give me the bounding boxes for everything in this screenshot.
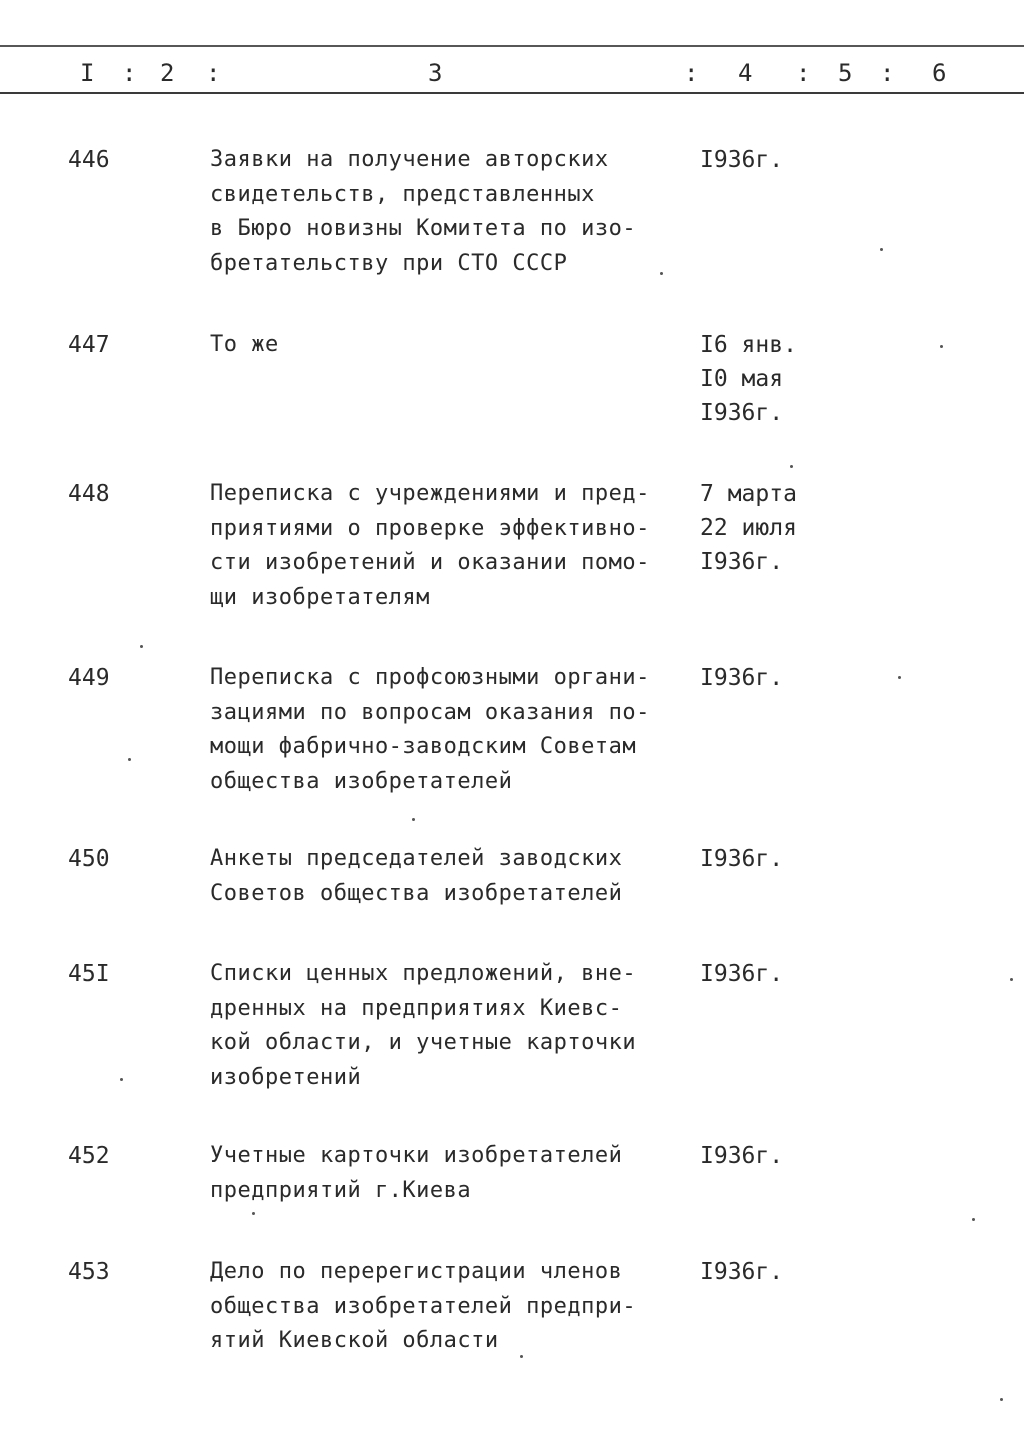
entry-date (700, 661, 783, 695)
column-header-3: 3 (428, 59, 443, 87)
column-header-separator: : (796, 59, 811, 87)
column-header-separator: : (684, 59, 699, 87)
entry-title (210, 143, 680, 281)
scan-speck (940, 345, 943, 348)
entry-date (700, 477, 797, 579)
entry-date (700, 957, 783, 991)
entry-title-line: изобретений (210, 1064, 362, 1090)
entry-title-line: Учетные карточки изобретателей (210, 1143, 623, 1168)
entry-title-line: щи изобретателям (210, 584, 430, 610)
entry-number: 453 (68, 1259, 110, 1285)
scan-speck (880, 248, 883, 251)
column-header-separator: : (880, 59, 895, 87)
entry-title (210, 477, 680, 615)
column-header-1: I (80, 59, 95, 87)
entry-title (210, 1255, 680, 1359)
entry-date (700, 328, 797, 430)
entry-date-line: I936г. (700, 846, 784, 872)
entry-title (210, 1139, 680, 1208)
entry-number: 448 (68, 481, 110, 507)
entry-title-line: Переписка с профсоюзными органи- (210, 665, 650, 690)
entry-title (210, 661, 680, 799)
entry-title-line: общества изобретателей (210, 768, 513, 794)
column-header-separator: : (206, 59, 221, 87)
scan-speck (520, 1355, 523, 1358)
scan-speck (898, 676, 901, 679)
column-header-separator: : (122, 59, 137, 87)
scan-speck (412, 818, 415, 821)
entry-date-line: I936г. (700, 1143, 784, 1169)
entry-title-line: То же (210, 332, 279, 357)
entry-title-line: Дело по перерегистрации членов (210, 1259, 623, 1284)
scan-speck (1010, 978, 1013, 981)
column-header-6: 6 (932, 59, 947, 87)
column-header-2: 2 (160, 59, 175, 87)
entry-title (210, 957, 680, 1095)
entry-date-line: I936г. (700, 549, 784, 575)
scan-speck (120, 1078, 123, 1081)
entry-title (210, 842, 680, 911)
entry-date-line: I936г. (700, 1259, 784, 1285)
header-bottom-rule (0, 92, 1024, 94)
scan-speck (252, 1212, 255, 1215)
entry-date-line: I936г. (700, 665, 784, 691)
scan-speck (660, 272, 663, 275)
entry-date (700, 842, 783, 876)
scan-speck (128, 758, 131, 761)
column-header-5: 5 (838, 59, 853, 87)
entry-title-line: в Бюро новизны Комитета по изо- (210, 216, 637, 241)
entry-number: 447 (68, 332, 110, 358)
entry-date-line: I936г. (700, 961, 784, 987)
entry-title-line: ятий Киевской области (210, 1328, 499, 1353)
entry-date-line: I0 мая (700, 366, 784, 392)
scan-speck (790, 465, 793, 468)
entry-title-line: предприятий г.Киева (210, 1177, 472, 1203)
entry-title-line: Переписка с учреждениями и пред- (210, 481, 650, 506)
entry-title-line: свидетельств, представленных (210, 181, 595, 207)
scan-speck (972, 1218, 975, 1221)
entry-title-line: кой области, и учетные карточки (210, 1030, 637, 1055)
entry-title-line: сти изобретений и оказании помо- (210, 550, 650, 575)
entry-date (700, 143, 783, 177)
entry-date-line: I6 янв. (700, 332, 797, 358)
entry-title-line: мощи фабрично-заводским Советам (210, 734, 637, 759)
entry-title-line: Заявки на получение авторских (210, 147, 609, 172)
entry-date-line: 22 июля (700, 515, 797, 541)
entry-title-line: бретательству при СТО СССР (210, 250, 568, 276)
entry-date-line: I936г. (700, 147, 784, 173)
scan-speck (1000, 1398, 1003, 1401)
entry-date (700, 1255, 783, 1289)
entry-title-line: Советов общества изобретателей (210, 880, 623, 906)
entry-number: 449 (68, 665, 110, 691)
header-top-rule (0, 45, 1024, 47)
entry-number: 446 (68, 147, 110, 173)
column-header-4: 4 (738, 59, 753, 87)
entry-number: 452 (68, 1143, 110, 1169)
entry-title-line: дренных на предприятиях Киевс- (210, 995, 623, 1021)
entry-title-line: Анкеты председателей заводских (210, 846, 623, 871)
entry-date-line: I936г. (700, 400, 784, 426)
entry-number: 45I (68, 961, 110, 987)
entry-number: 450 (68, 846, 110, 872)
entry-title-line: Списки ценных предложений, вне- (210, 961, 637, 986)
entry-title-line: зациями по вопросам оказания по- (210, 699, 650, 725)
entry-date (700, 1139, 783, 1173)
scan-speck (140, 645, 143, 648)
entry-title (210, 328, 680, 363)
entry-title-line: общества изобретателей предпри- (210, 1293, 637, 1319)
entry-title-line: приятиями о проверке эффективно- (210, 515, 650, 541)
entry-date-line: 7 марта (700, 481, 797, 507)
